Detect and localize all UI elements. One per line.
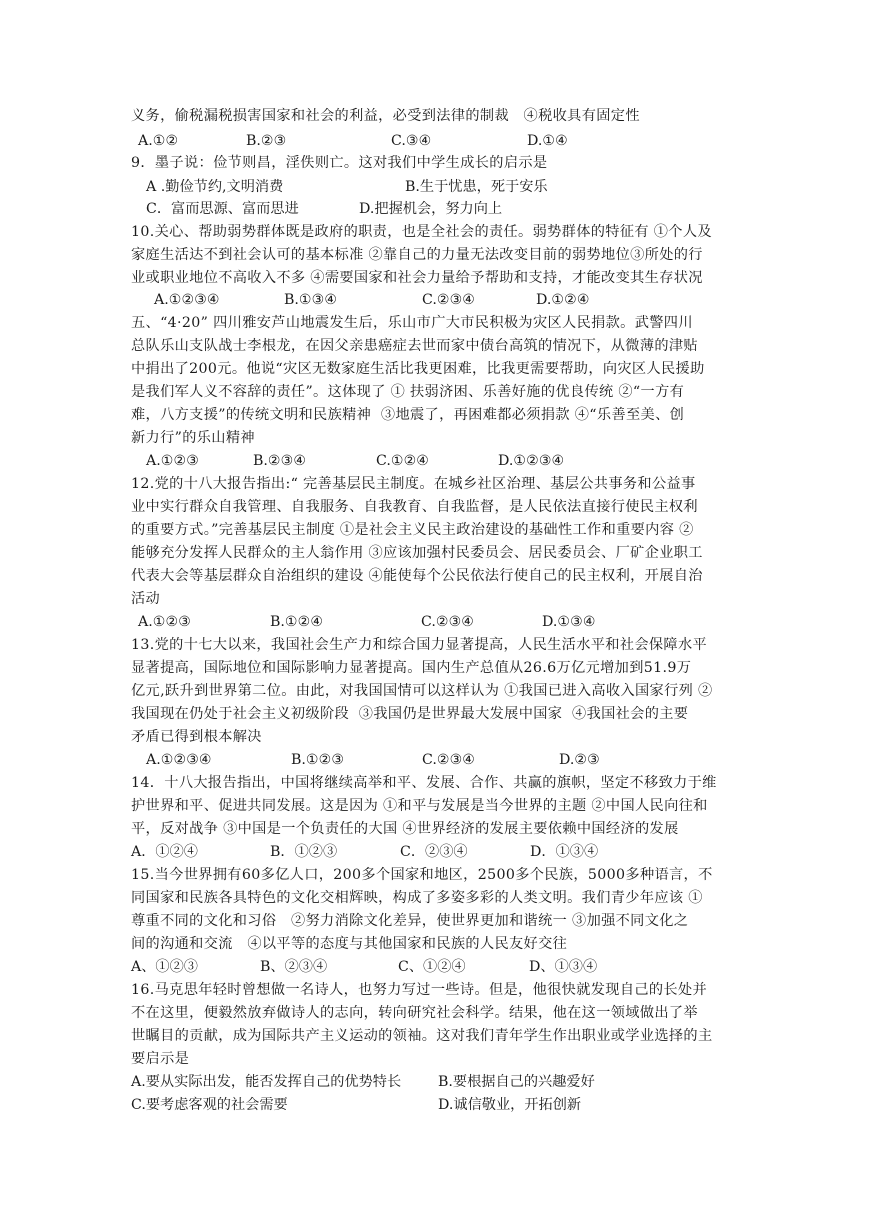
text-line: 亿元,跃升到世界第二位。由此，对我国国情可以这样认为 ①我国已进入高收入国家行列 ② (131, 683, 713, 699)
option-a: A.①② (138, 133, 179, 149)
text-line: 尊重不同的文化和习俗 ②努力消除文化差异，使世界更加和谐统一 ③加强不同文化之 (131, 913, 689, 929)
option-d: D.②③ (559, 752, 600, 768)
option-d: D.诚信敬业，开拓创新 (438, 1097, 582, 1113)
option-a: A.①②③ (146, 453, 199, 469)
option-b: B．①②③ (270, 844, 338, 860)
text-line: 是我们军人义不容辞的责任”。这体现了 ① 扶弱济困、乐善好施的优良传统 ②“一方有 (131, 384, 685, 400)
text-line: 显著提高，国际地位和国际影响力显著提高。国内生产总值从26.6万亿元增加到51.9万 (131, 660, 692, 676)
text-line: 义务，偷税漏税损害国家和社会的利益，必受到法律的制裁 ④税收具有固定性 (131, 108, 640, 124)
question-13: 13.党的十七大以来，我国社会生产力和综合国力显著提高，人民生活水平和社会保障水平 (131, 637, 708, 653)
option-b: B.②③ (246, 133, 287, 149)
text-line: 平，反对战争 ③中国是一个负责任的大国 ④世界经济的发展主要依赖中国经济的发展 (131, 821, 679, 837)
question-14: 14．十八大报告指出，中国将继续高举和平、发展、合作、共赢的旗帜，坚定不移致力于维 (131, 775, 717, 791)
option-c: C.③④ (391, 133, 432, 149)
option-c: C.②③④ (421, 614, 475, 630)
option-b: B.①②④ (270, 614, 324, 630)
option-a: A .勤俭节约,文明消费 (146, 179, 284, 195)
option-d: D．①③④ (530, 844, 599, 860)
option-b: B.①③④ (284, 292, 338, 308)
text-line: 矛盾已得到根本解决 (131, 729, 262, 745)
option-c: C.要考虑客观的社会需要 (131, 1097, 288, 1113)
option-d: D.把握机会，努力向上 (359, 201, 503, 217)
option-d: D.①③④ (542, 614, 596, 630)
option-c: C．富而思源、富而思进 (146, 201, 299, 217)
text-line: 我国现在仍处于社会主义初级阶段 ③我国仍是世界最大发展中国家 ④我国社会的主要 (131, 706, 689, 722)
text-line: 同国家和民族各具特色的文化交相辉映，构成了多姿多彩的人类文明。我们青少年应该 ① (131, 890, 703, 906)
text-line: 世瞩目的贡献，成为国际共产主义运动的领袖。这对我们青年学生作出职业或学业选择的主 (131, 1028, 713, 1044)
text-line: 代表大会等基层群众自治组织的建设 ④能使每个公民依法行使自己的民主权利，开展自治 (131, 568, 703, 584)
text-line: 家庭生活达不到社会认可的基本标准 ②靠自己的力量无法改变目前的弱势地位③所处的行 (131, 247, 703, 263)
option-a: A.①②③④ (146, 752, 212, 768)
question-12: 12.党的十八大报告指出:“ 完善基层民主制度。在城乡社区治理、基层公共事务和公益事 (131, 476, 696, 492)
option-a: A.要从实际出发，能否发挥自己的优势特长 (131, 1074, 402, 1090)
option-b: B.②③④ (253, 453, 307, 469)
option-a: A．①②④ (131, 844, 198, 860)
option-d: D、①③④ (529, 959, 598, 975)
text-line: 总队乐山支队战士李根龙，在因父亲患癌症去世而家中债台高筑的情况下，从微薄的津贴 (131, 338, 698, 354)
question-9: 9．墨子说：俭节则昌，淫佚则亡。这对我们中学生成长的启示是 (131, 155, 548, 171)
option-b: B.要根据自己的兴趣爱好 (438, 1074, 595, 1090)
text-line: 业中实行群众自我管理、自我服务、自我教育、自我监督，是人民依法直接行使民主权利 (131, 499, 698, 515)
option-a: A、①②③ (131, 959, 198, 975)
text-line: 新力行”的乐山精神 (131, 430, 255, 446)
option-c: C、①②④ (398, 959, 466, 975)
text-line: 中捐出了200元。他说“灾区无数家庭生活比我更困难，比我更需要帮助，向灾区人民援助 (131, 361, 705, 377)
text-line: 间的沟通和交流 ④以平等的态度与其他国家和民族的人民友好交往 (131, 936, 568, 952)
text-line: 的重要方式。”完善基层民主制度 ①是社会主义民主政治建设的基础性工作和重要内容 ② (131, 522, 694, 538)
question-11: 五、“4·20” 四川雅安芦山地震发生后，乐山市广大市民积极为灾区人民捐款。武警四川 (131, 315, 693, 331)
text-line: 能够充分发挥人民群众的主人翁作用 ③应该加强村民委员会、居民委员会、厂矿企业职工 (131, 545, 703, 561)
question-16: 16.马克思年轻时曾想做一名诗人，也努力写过一些诗。但是，他很快就发现自己的长处并 (131, 982, 708, 998)
option-b: B、②③④ (260, 959, 328, 975)
option-a: A.①②③ (138, 614, 191, 630)
text-line: 难，八方支援”的传统文明和民族精神 ③地震了，再困难都必须捐款 ④“乐善至美、创 (131, 407, 685, 423)
text-line: 要启示是 (131, 1051, 190, 1067)
text-line: 业或职业地位不高收入不多 ④需要国家和社会力量给予帮助和支持，才能改变其生存状况 (131, 270, 703, 286)
option-c: C.②③④ (422, 292, 476, 308)
option-c: C．②③④ (400, 844, 468, 860)
option-d: D.①④ (527, 133, 568, 149)
option-d: D.①②④ (536, 292, 590, 308)
question-10: 10.关心、帮助弱势群体既是政府的职责，也是全社会的责任。弱势群体的特征有 ①个人及 (131, 224, 712, 240)
option-b: B.①②③ (291, 752, 345, 768)
option-d: D.①②③④ (498, 453, 565, 469)
option-a: A.①②③④ (154, 292, 220, 308)
text-line: 护世界和平、促进共同发展。这是因为 ①和平与发展是当今世界的主题 ②中国人民向往和 (131, 798, 708, 814)
text-line: 活动 (131, 591, 161, 607)
option-c: C.①②④ (376, 453, 430, 469)
question-15: 15.当今世界拥有60多亿人口，200多个国家和地区，2500多个民族，5000多种语言，不 (131, 867, 713, 883)
option-c: C.②③④ (422, 752, 476, 768)
option-b: B.生于忧患，死于安乐 (405, 179, 548, 195)
text-line: 不在这里，便毅然放弃做诗人的志向，转向研究社会科学。结果，他在这一领域做出了举 (131, 1005, 698, 1021)
